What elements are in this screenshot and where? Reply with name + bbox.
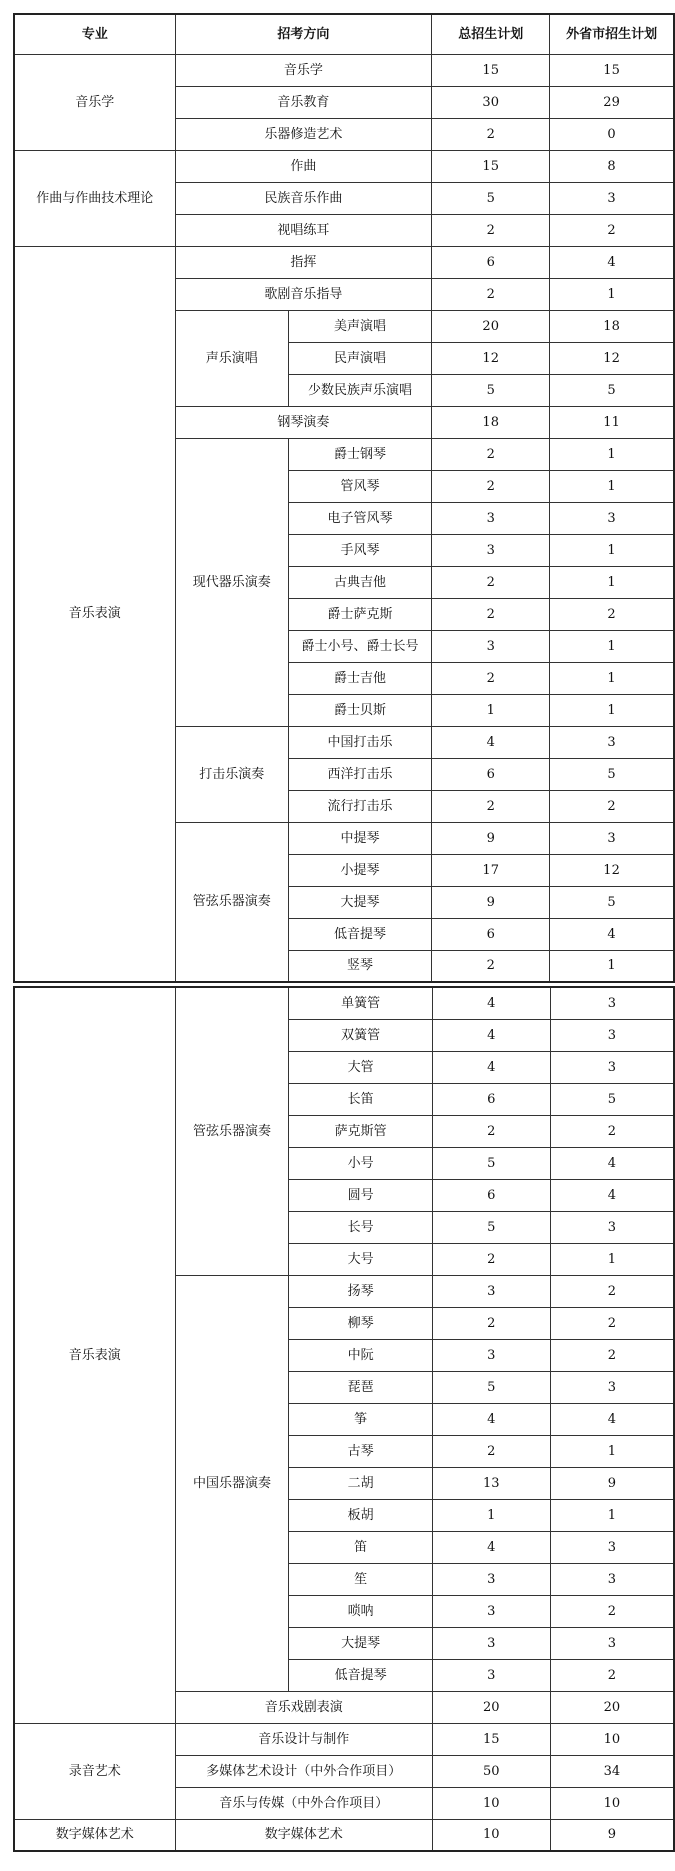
total-plan-cell: 3 [432, 630, 550, 662]
total-plan-cell: 2 [432, 278, 550, 310]
sub-direction-cell: 管弦乐器演奏 [175, 822, 288, 982]
outside-plan-cell: 1 [550, 950, 674, 982]
total-plan-cell: 13 [432, 1467, 550, 1499]
total-plan-cell: 6 [432, 246, 550, 278]
outside-plan-cell: 2 [550, 1339, 674, 1371]
total-plan-cell: 3 [432, 1275, 550, 1307]
instrument-cell: 笛 [289, 1531, 432, 1563]
instrument-cell: 大号 [289, 1243, 432, 1275]
outside-plan-cell: 1 [550, 1499, 674, 1531]
table-row [14, 14, 674, 54]
total-plan-cell: 3 [432, 1563, 550, 1595]
outside-plan-cell: 3 [550, 726, 674, 758]
outside-plan-cell: 18 [550, 310, 674, 342]
outside-plan-cell: 2 [550, 1275, 674, 1307]
major-cell: 音乐学 [14, 54, 175, 150]
total-plan-cell: 9 [432, 822, 550, 854]
total-plan-cell: 4 [432, 1403, 550, 1435]
outside-plan-cell: 2 [550, 1307, 674, 1339]
outside-plan-cell: 2 [550, 790, 674, 822]
total-plan-cell: 4 [432, 987, 550, 1019]
outside-plan-cell: 10 [550, 1723, 674, 1755]
direction-cell: 民族音乐作曲 [175, 182, 432, 214]
direction-cell: 乐器修造艺术 [175, 118, 432, 150]
table-row [14, 150, 674, 182]
total-plan-cell: 5 [432, 1211, 550, 1243]
total-plan-cell: 12 [432, 342, 550, 374]
instrument-cell: 手风琴 [288, 534, 431, 566]
instrument-cell: 管风琴 [288, 470, 431, 502]
instrument-cell: 中阮 [289, 1339, 432, 1371]
instrument-cell: 小号 [289, 1147, 432, 1179]
total-plan-cell: 5 [432, 1371, 550, 1403]
total-plan-cell: 3 [432, 1339, 550, 1371]
direction-cell: 指挥 [175, 246, 432, 278]
direction-cell: 作曲 [175, 150, 432, 182]
direction-cell: 音乐与传媒（中外合作项目） [175, 1787, 432, 1819]
outside-plan-cell: 1 [550, 694, 674, 726]
total-plan-cell: 15 [432, 150, 550, 182]
outside-plan-cell: 4 [550, 1147, 674, 1179]
total-plan-cell: 4 [432, 1531, 550, 1563]
outside-plan-cell: 1 [550, 662, 674, 694]
outside-plan-cell: 4 [550, 1403, 674, 1435]
total-plan-cell: 2 [432, 598, 550, 630]
table-row [14, 1819, 674, 1851]
sub-direction-cell: 打击乐演奏 [175, 726, 288, 822]
outside-plan-cell: 2 [550, 1595, 674, 1627]
direction-cell: 歌剧音乐指导 [175, 278, 432, 310]
instrument-cell: 爵士吉他 [288, 662, 431, 694]
direction-cell: 音乐学 [175, 54, 432, 86]
total-plan-cell: 15 [432, 1723, 550, 1755]
total-plan-cell: 2 [432, 1243, 550, 1275]
instrument-cell: 少数民族声乐演唱 [288, 374, 431, 406]
instrument-cell: 流行打击乐 [288, 790, 431, 822]
total-plan-cell: 50 [432, 1755, 550, 1787]
total-plan-cell: 3 [432, 1595, 550, 1627]
instrument-cell: 爵士萨克斯 [288, 598, 431, 630]
instrument-cell: 低音提琴 [289, 1659, 432, 1691]
sub-direction-cell: 中国乐器演奏 [175, 1275, 289, 1691]
total-plan-cell: 20 [432, 310, 550, 342]
outside-plan-cell: 1 [550, 278, 674, 310]
outside-plan-cell: 1 [550, 534, 674, 566]
outside-plan-cell: 4 [550, 918, 674, 950]
total-plan-cell: 2 [432, 470, 550, 502]
total-plan-cell: 18 [432, 406, 550, 438]
outside-plan-cell: 4 [550, 246, 674, 278]
major-cell: 音乐表演 [14, 987, 175, 1723]
major-cell: 音乐表演 [14, 246, 175, 982]
instrument-cell: 萨克斯管 [289, 1115, 432, 1147]
total-plan-cell: 4 [432, 726, 550, 758]
header-outside-plan: 外省市招生计划 [550, 14, 674, 54]
instrument-cell: 大提琴 [289, 1627, 432, 1659]
outside-plan-cell: 1 [550, 630, 674, 662]
total-plan-cell: 6 [432, 758, 550, 790]
total-plan-cell: 3 [432, 534, 550, 566]
outside-plan-cell: 2 [550, 598, 674, 630]
total-plan-cell: 15 [432, 54, 550, 86]
instrument-cell: 单簧管 [289, 987, 432, 1019]
outside-plan-cell: 1 [550, 470, 674, 502]
outside-plan-cell: 10 [550, 1787, 674, 1819]
header-direction: 招考方向 [175, 14, 432, 54]
total-plan-cell: 20 [432, 1691, 550, 1723]
instrument-cell: 竖琴 [288, 950, 431, 982]
direction-cell: 音乐设计与制作 [175, 1723, 432, 1755]
outside-plan-cell: 3 [550, 182, 674, 214]
outside-plan-cell: 1 [550, 566, 674, 598]
outside-plan-cell: 9 [550, 1819, 674, 1851]
outside-plan-cell: 11 [550, 406, 674, 438]
sub-direction-cell: 声乐演唱 [175, 310, 288, 406]
major-cell: 作曲与作曲技术理论 [14, 150, 175, 246]
direction-cell: 钢琴演奏 [175, 406, 432, 438]
outside-plan-cell: 5 [550, 374, 674, 406]
outside-plan-cell: 9 [550, 1467, 674, 1499]
total-plan-cell: 5 [432, 374, 550, 406]
total-plan-cell: 2 [432, 566, 550, 598]
outside-plan-cell: 20 [550, 1691, 674, 1723]
outside-plan-cell: 29 [550, 86, 674, 118]
total-plan-cell: 2 [432, 790, 550, 822]
instrument-cell: 长号 [289, 1211, 432, 1243]
outside-plan-cell: 12 [550, 854, 674, 886]
table-row [14, 987, 674, 1019]
instrument-cell: 笙 [289, 1563, 432, 1595]
outside-plan-cell: 8 [550, 150, 674, 182]
total-plan-cell: 2 [432, 1307, 550, 1339]
total-plan-cell: 6 [432, 1179, 550, 1211]
total-plan-cell: 3 [432, 502, 550, 534]
instrument-cell: 大管 [289, 1051, 432, 1083]
direction-cell: 视唱练耳 [175, 214, 432, 246]
instrument-cell: 二胡 [289, 1467, 432, 1499]
outside-plan-cell: 3 [550, 1371, 674, 1403]
outside-plan-cell: 3 [550, 1019, 674, 1051]
instrument-cell: 中国打击乐 [288, 726, 431, 758]
total-plan-cell: 2 [432, 1115, 550, 1147]
outside-plan-cell: 5 [550, 758, 674, 790]
instrument-cell: 爵士贝斯 [288, 694, 431, 726]
outside-plan-cell: 1 [550, 1243, 674, 1275]
outside-plan-cell: 34 [550, 1755, 674, 1787]
table-row [14, 1723, 674, 1755]
outside-plan-cell: 3 [550, 1051, 674, 1083]
instrument-cell: 中提琴 [288, 822, 431, 854]
instrument-cell: 西洋打击乐 [288, 758, 431, 790]
instrument-cell: 长笛 [289, 1083, 432, 1115]
sub-direction-cell: 现代器乐演奏 [175, 438, 288, 726]
total-plan-cell: 6 [432, 918, 550, 950]
outside-plan-cell: 12 [550, 342, 674, 374]
total-plan-cell: 3 [432, 1659, 550, 1691]
instrument-cell: 双簧管 [289, 1019, 432, 1051]
outside-plan-cell: 1 [550, 438, 674, 470]
total-plan-cell: 17 [432, 854, 550, 886]
instrument-cell: 筝 [289, 1403, 432, 1435]
total-plan-cell: 6 [432, 1083, 550, 1115]
instrument-cell: 古琴 [289, 1435, 432, 1467]
total-plan-cell: 2 [432, 662, 550, 694]
outside-plan-cell: 3 [550, 987, 674, 1019]
total-plan-cell: 4 [432, 1051, 550, 1083]
outside-plan-cell: 3 [550, 1627, 674, 1659]
major-cell: 录音艺术 [14, 1723, 175, 1819]
total-plan-cell: 30 [432, 86, 550, 118]
outside-plan-cell: 3 [550, 1531, 674, 1563]
instrument-cell: 唢呐 [289, 1595, 432, 1627]
instrument-cell: 民声演唱 [288, 342, 431, 374]
total-plan-cell: 2 [432, 118, 550, 150]
total-plan-cell: 1 [432, 694, 550, 726]
total-plan-cell: 1 [432, 1499, 550, 1531]
total-plan-cell: 10 [432, 1787, 550, 1819]
instrument-cell: 古典吉他 [288, 566, 431, 598]
instrument-cell: 电子管风琴 [288, 502, 431, 534]
outside-plan-cell: 3 [550, 1211, 674, 1243]
table-row [14, 246, 674, 278]
major-cell: 数字媒体艺术 [14, 1819, 175, 1851]
outside-plan-cell: 5 [550, 1083, 674, 1115]
outside-plan-cell: 3 [550, 822, 674, 854]
instrument-cell: 板胡 [289, 1499, 432, 1531]
instrument-cell: 美声演唱 [288, 310, 431, 342]
outside-plan-cell: 2 [550, 1115, 674, 1147]
instrument-cell: 琵琶 [289, 1371, 432, 1403]
total-plan-cell: 2 [432, 1435, 550, 1467]
direction-cell: 音乐戏剧表演 [175, 1691, 432, 1723]
outside-plan-cell: 15 [550, 54, 674, 86]
total-plan-cell: 5 [432, 1147, 550, 1179]
total-plan-cell: 2 [432, 214, 550, 246]
outside-plan-cell: 1 [550, 1435, 674, 1467]
instrument-cell: 爵士小号、爵士长号 [288, 630, 431, 662]
outside-plan-cell: 4 [550, 1179, 674, 1211]
total-plan-cell: 2 [432, 438, 550, 470]
instrument-cell: 圆号 [289, 1179, 432, 1211]
total-plan-cell: 2 [432, 950, 550, 982]
outside-plan-cell: 5 [550, 886, 674, 918]
header-major: 专业 [14, 14, 175, 54]
direction-cell: 音乐教育 [175, 86, 432, 118]
total-plan-cell: 5 [432, 182, 550, 214]
total-plan-cell: 3 [432, 1627, 550, 1659]
outside-plan-cell: 3 [550, 502, 674, 534]
instrument-cell: 扬琴 [289, 1275, 432, 1307]
instrument-cell: 小提琴 [288, 854, 431, 886]
enrollment-table-part2 [13, 986, 675, 1852]
instrument-cell: 爵士钢琴 [288, 438, 431, 470]
instrument-cell: 柳琴 [289, 1307, 432, 1339]
instrument-cell: 低音提琴 [288, 918, 431, 950]
total-plan-cell: 9 [432, 886, 550, 918]
outside-plan-cell: 2 [550, 214, 674, 246]
header-total-plan: 总招生计划 [432, 14, 550, 54]
table-row [14, 54, 674, 86]
enrollment-table-part1 [13, 13, 675, 983]
sub-direction-cell: 管弦乐器演奏 [175, 987, 289, 1275]
instrument-cell: 大提琴 [288, 886, 431, 918]
total-plan-cell: 4 [432, 1019, 550, 1051]
direction-cell: 多媒体艺术设计（中外合作项目） [175, 1755, 432, 1787]
outside-plan-cell: 3 [550, 1563, 674, 1595]
direction-cell: 数字媒体艺术 [175, 1819, 432, 1851]
outside-plan-cell: 0 [550, 118, 674, 150]
outside-plan-cell: 2 [550, 1659, 674, 1691]
total-plan-cell: 10 [432, 1819, 550, 1851]
